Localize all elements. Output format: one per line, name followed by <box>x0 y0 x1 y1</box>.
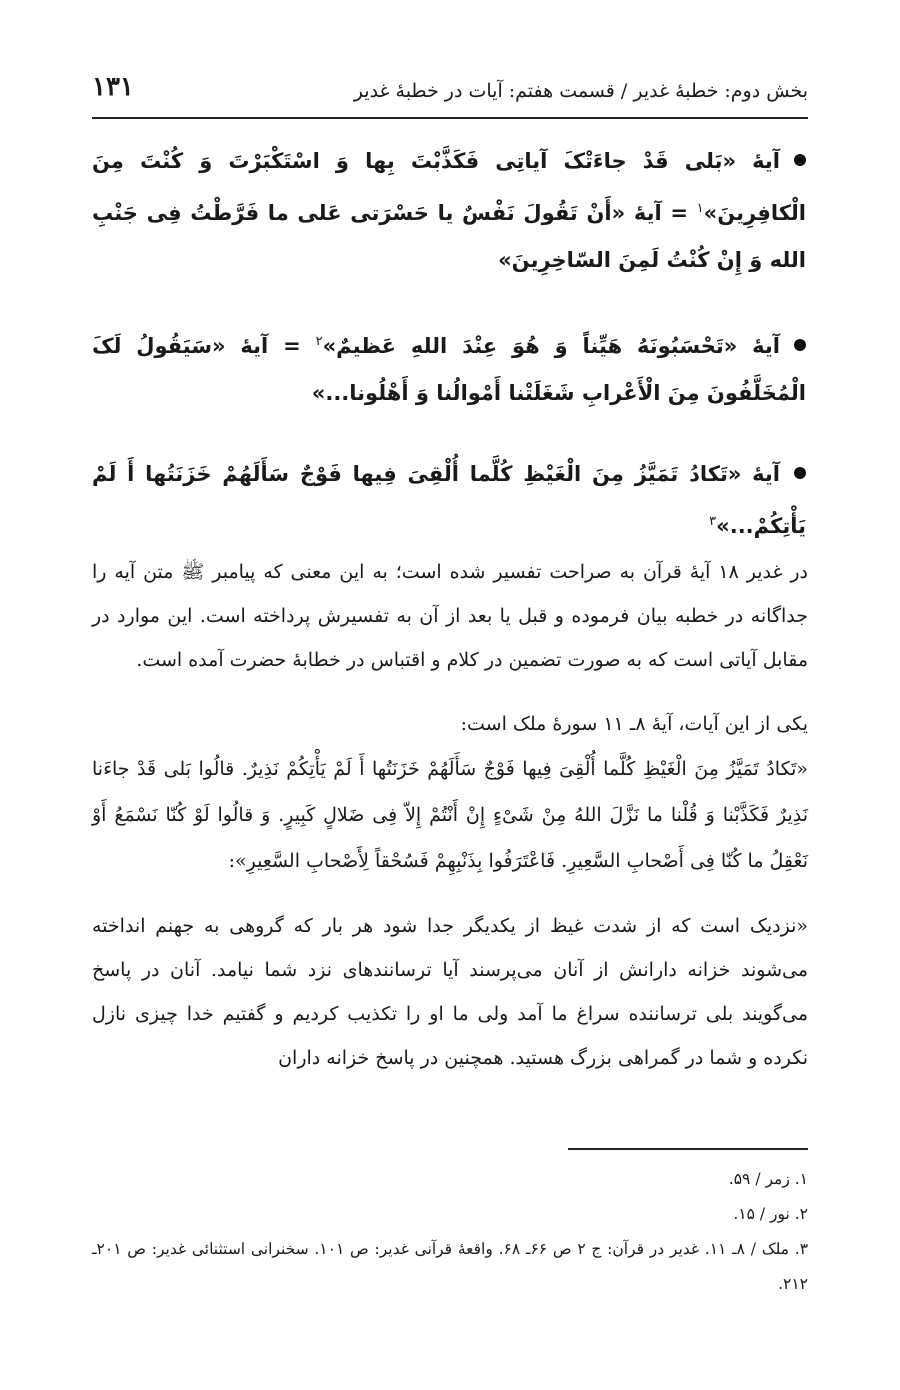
quran-quote: «تَکادُ تَمَیَّزُ مِنَ الْغَیْظِ کُلَّما أُلْقِیَ فِیها فَوْجٌ سَأَلَهُمْ خَزَنَتُها أَ لَمْ یَأْتِکُمْ نَذِیرٌ. قالُوا بَلی قَدْ جاءَنا نَذِیرٌ فَکَذَّبْنا وَ قُلْنا ما نَزَّلَ اللهُ مِنْ شَیْءٍ إِنْ أَنْتُمْ إِلاّ فِی ضَلالٍ کَبِیرٍ. وَ قالُوا لَوْ کُنّا نَسْمَعُ أَوْ نَعْقِلُ ما کُنّا فِی أَصْحابِ السَّعِیرِ. فَاعْتَرَفُوا بِذَنْبِهِمْ فَسُحْقاً لِأَصْحابِ السَّعِیرِ»: <box>92 758 808 872</box>
bullet-item-3 <box>92 451 808 550</box>
running-head <box>92 66 808 114</box>
bullet-item-text: آیهٔ «بَلی قَدْ جاءَتْکَ آیاتِی فَکَذَّبْتَ بِها وَ اسْتَکْبَرْتَ وَ کُنْتَ مِنَ الْکافِرِینَ» <box>92 149 807 225</box>
bullet-item-2 <box>92 318 808 417</box>
footnote-rule <box>568 1148 808 1150</box>
footnote-2: ۲. نور / ۱۵. <box>733 1205 808 1223</box>
footnote-ref-2[interactable]: ۲ <box>315 334 323 349</box>
bullet-icon <box>794 339 806 351</box>
bullet-item-tail: = آیهٔ «أَنْ تَقُولَ نَفْسٌ یا حَسْرَتی عَلی ما فَرَّطْتُ فِی جَنْبِ الله وَ إِنْ کُنْتُ لَمِنَ السّاخِرِینَ» <box>92 201 806 272</box>
footnote-ref-1[interactable]: ۱ <box>696 201 704 216</box>
header-rule <box>92 117 808 119</box>
footnote-ref-3[interactable]: ۳ <box>709 514 717 529</box>
bullet-icon <box>794 467 806 479</box>
footnotes <box>92 1162 808 1302</box>
bullet-item-tail: = آیهٔ «سَیَقُولُ لَکَ الْمُخَلَّفُونَ مِنَ الْأَعْرابِ شَغَلَتْنا أَمْوالُنا وَ أَهْلُونا...» <box>92 334 806 405</box>
page-body <box>92 138 808 1080</box>
footnote-1: ۱. زمر / ۵۹. <box>728 1170 808 1188</box>
running-head-title: بخش دوم: خطبهٔ غدیر / قسمت هفتم: آیات در خطبهٔ غدیر <box>353 80 808 102</box>
body-paragraph-2: یکی از این آیات، آیهٔ ۸ـ ۱۱ سورهٔ ملک است: <box>460 713 808 735</box>
bullet-icon <box>794 154 806 166</box>
body-paragraph-1: در غدیر ۱۸ آیهٔ قرآن به صراحت تفسیر شده است؛ به این معنی که پیامبر ﷺ متن آیه را جداگانه در خطبه بیان فرموده و قبل یا بعد از آن به تفسیرش پرداخته است. این موارد در مقابل آیاتی است که به صورت تضمین در کلام و اقتباس در خطابهٔ حضرت آمده است. <box>92 561 808 671</box>
translation-paragraph: «نزدیک است که از شدت غیظ از یکدیگر جدا شود هر بار که گروهی به جهنم انداخته می‌شوند خزانه دارانش از آنان می‌پرسند آیا ترسانندهای نزد شما نیامد. آنان در پاسخ می‌گویند بلی ترساننده سراغ ما آمد ولی ما او را تکذیب کردیم و گفتیم خدا چیزی نازل نکرده و شما در گمراهی بزرگ هستید. همچنین در پاسخ خزانه داران <box>92 915 808 1069</box>
footnote-3: ۳. ملک / ۸ـ ۱۱. غدیر در قرآن: ج ۲ ص ۶۶ـ ۶۸. واقعهٔ قرآنی غدیر: ص ۱۰۱. سخنرانی استثنائی غدیر: ص ۲۰۱ـ ۲۱۲. <box>92 1240 809 1293</box>
page-number: ۱۳۱ <box>92 72 134 102</box>
bullet-item-text: آیهٔ «تَحْسَبُونَهُ هَیِّناً وَ هُوَ عِنْدَ اللهِ عَظیمٌ» <box>322 334 780 358</box>
bullet-item-text: آیهٔ «تَکادُ تَمَیَّزُ مِنَ الْغَیْظِ کُلَّما أُلْقِیَ فِیها فَوْجٌ سَأَلَهُمْ خَزَنَتُها أَ لَمْ یَأْتِکُمْ...» <box>92 462 806 538</box>
bullet-item-1 <box>92 138 808 284</box>
